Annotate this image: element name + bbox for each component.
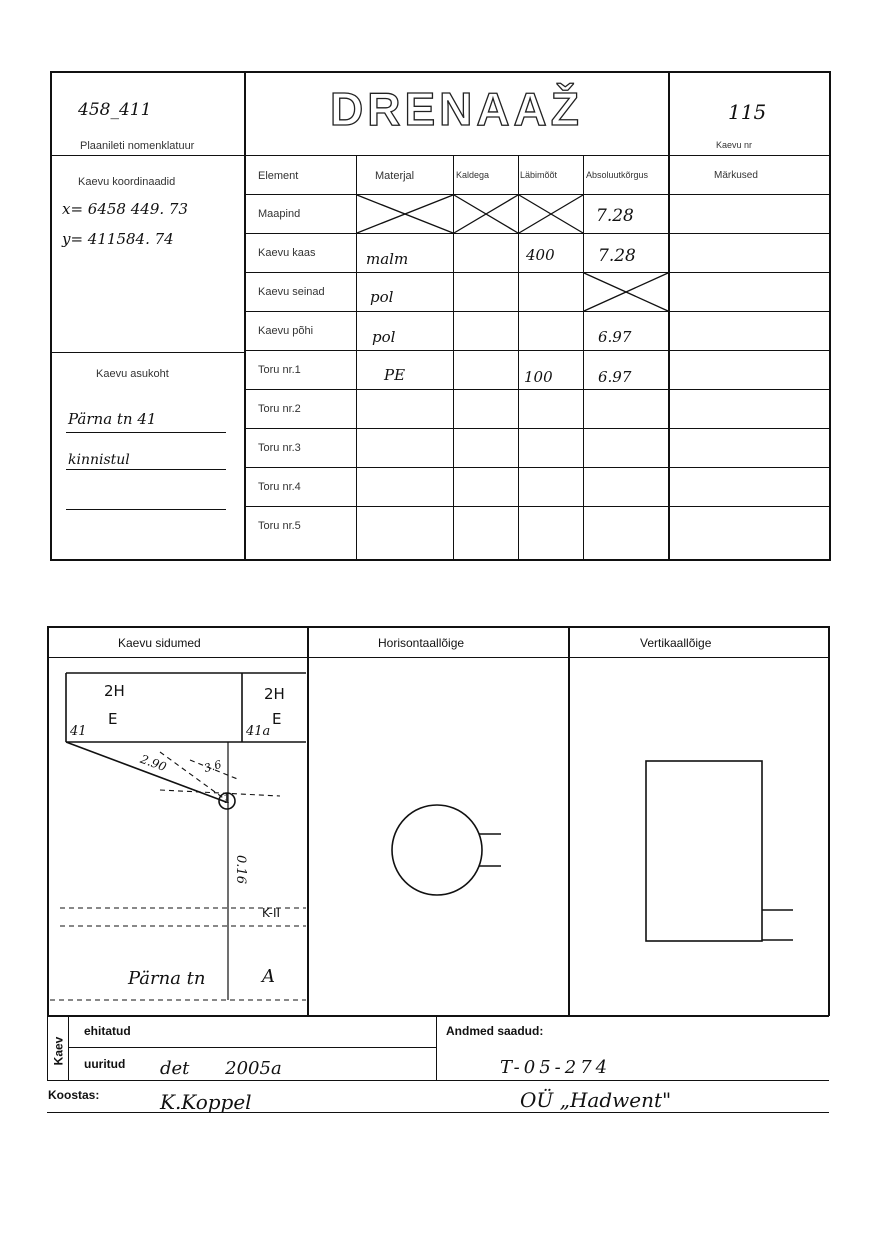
col-notes: Märkused [714,170,758,181]
plan-label: Plaanileti nomenklatuur [80,140,195,152]
distance-b: 3.6 [202,757,223,776]
row-element: Kaevu põhi [258,325,314,337]
location-label: Kaevu asukoht [96,368,169,380]
col-diameter: Läbimõõt [520,170,558,180]
right-number: 41a [246,724,271,739]
right-building-sub: E [272,710,282,728]
right-building: 2H [264,685,285,703]
col-element: Element [258,170,299,182]
street-code: K-II [262,906,281,920]
cell-material: malm [366,250,409,268]
data-label: Andmed saadud: [446,1024,544,1038]
cell-material: pol [372,328,396,346]
coord-y: y= 411584. 74 [62,230,174,248]
row-element: Kaevu seinad [258,286,325,298]
row-element: Maapind [258,208,301,220]
cell-height: 7.28 [598,246,636,266]
left-building-sub: E [108,710,118,728]
kaev-label: Kaev [51,1036,66,1066]
left-number: 41 [70,724,87,739]
col-header-horizontal: Horisontaallõige [378,636,465,650]
street-name: Pärna tn [128,968,206,989]
cell-height: 7.28 [596,206,634,226]
company-logo: DRENAAŽ [330,83,583,135]
compiled-label: Koostas: [48,1088,100,1102]
well-number: 115 [728,100,767,124]
cell-diameter: 100 [524,368,553,386]
cell-height: 6.97 [598,368,632,386]
col-height: Absoluutkõrgus [586,170,649,180]
checked-label: uuritud [84,1057,126,1071]
location-line2: kinnistul [68,452,130,468]
cell-diameter: 400 [526,246,555,264]
coord-x: x= 6458 449. 73 [62,200,188,218]
row-element: Kaevu kaas [258,247,316,259]
col-header-vertical: Vertikaallõige [640,636,712,650]
cell-material: PE [384,366,406,384]
cell-material: pol [370,288,394,306]
coords-label: Kaevu koordinaadid [78,176,176,188]
row-element: Toru nr.4 [258,481,301,493]
row-element: Toru nr.5 [258,520,301,532]
location-line1: Pärna tn 41 [68,410,157,428]
data-value: T-05-274 [500,1057,612,1078]
col-slope: Kaldega [456,170,490,180]
checked-value: det 2005a [160,1058,282,1079]
compiled-value: K.Koppel [160,1090,252,1114]
distance-a: 2.90 [138,751,169,775]
left-building: 2H [104,682,125,700]
col-header-bindings: Kaevu sidumed [118,636,201,650]
well-mark-number: 1 [223,792,231,806]
well-body [646,761,762,941]
distance-c: 0.16 [232,855,248,884]
built-label: ehitatud [84,1024,131,1038]
well-number-label: Kaevu nr [716,140,753,150]
company-value: OÜ „Hadwent" [520,1088,672,1112]
row-element: Toru nr.1 [258,364,301,376]
col-material: Materjal [375,170,415,182]
row-element: Toru nr.3 [258,442,301,454]
label-a: A [262,966,275,987]
cell-height: 6.97 [598,328,632,346]
row-element: Toru nr.2 [258,403,301,415]
plan-number: 458_411 [78,100,152,120]
